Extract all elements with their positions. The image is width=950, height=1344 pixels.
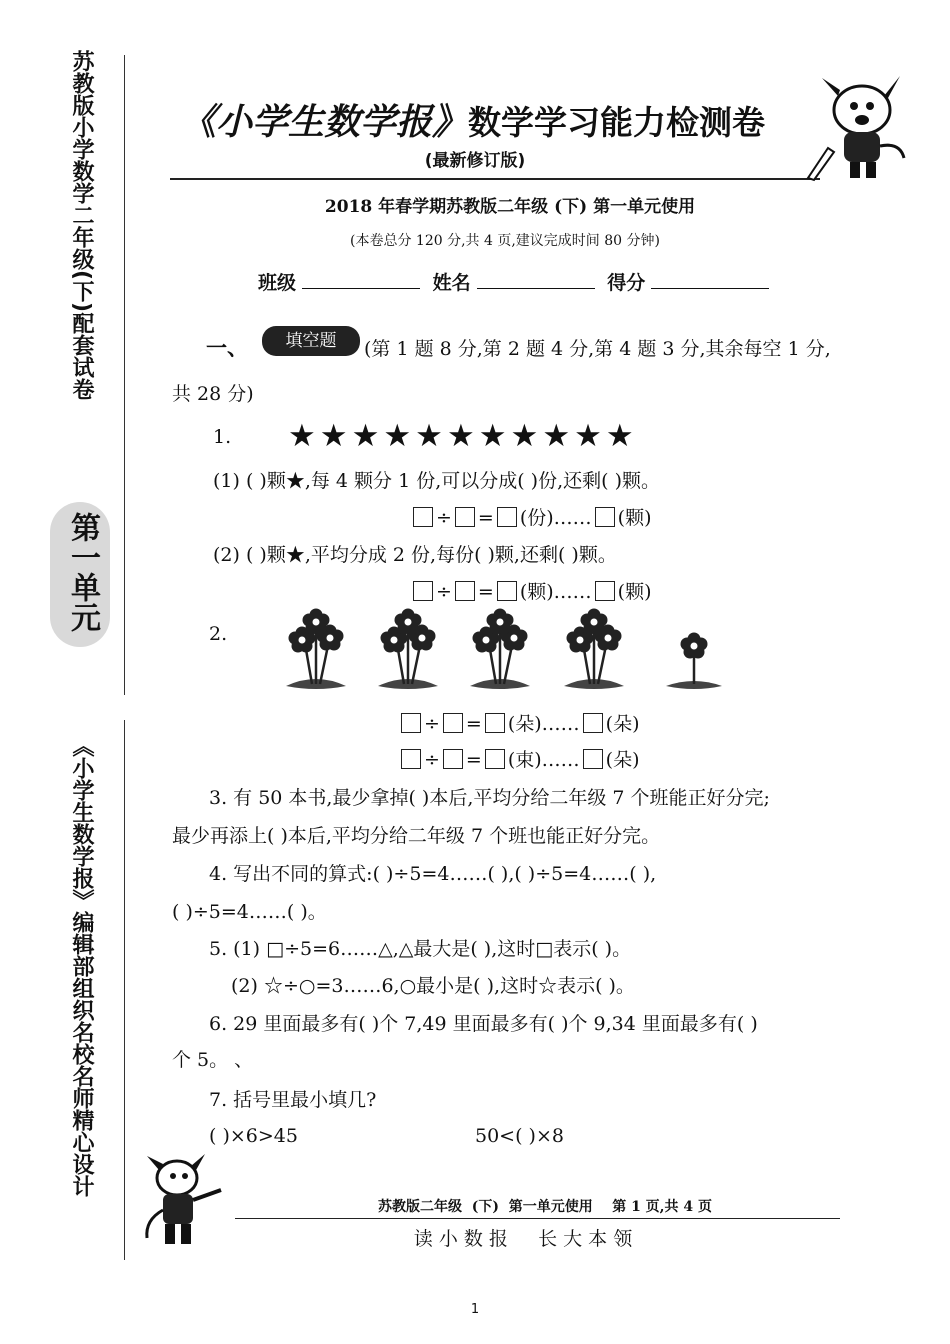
single-flower-icon: [666, 633, 722, 690]
class-field[interactable]: [302, 288, 420, 289]
q7-prompt: 7. 括号里最小填几?: [209, 1089, 377, 1111]
answer-box[interactable]: [413, 581, 433, 601]
equals-sign: =: [477, 507, 494, 529]
header-rule: [170, 178, 820, 180]
edition-label: (最新修订版): [424, 151, 526, 171]
side-editor-note: 《小学生数学报》编辑部组织名校名师精心设计: [69, 735, 94, 1197]
answer-box[interactable]: [595, 581, 615, 601]
answer-box[interactable]: [443, 713, 463, 733]
footer-rule: [235, 1218, 840, 1219]
divide-sign: ÷: [436, 507, 452, 529]
q2-equation-2: [398, 745, 640, 772]
answer-box[interactable]: [485, 713, 505, 733]
q5-line1: 5. (1) □÷5=6……△,△最大是( ),这时□表示( )。: [209, 938, 632, 960]
q6-line1: 6. 29 里面最多有( )个 7,49 里面最多有( )个 9,34 里面最多有( ): [209, 1013, 758, 1035]
class-label: 班级: [258, 272, 297, 294]
q5-line2: (2) ☆÷○=3……6,○最小是( ),这时☆表示( )。: [231, 975, 635, 997]
answer-box[interactable]: [443, 749, 463, 769]
flower-bunch-icon: [470, 609, 530, 690]
q7-item-a: ( )×6>45: [209, 1125, 298, 1147]
q1-number: 1.: [213, 426, 232, 448]
answer-box[interactable]: [595, 507, 615, 527]
unit-label: (朵): [605, 749, 640, 771]
q1-part2-equation: [410, 577, 652, 604]
unit-badge-label: 第一单元: [65, 512, 100, 632]
score-label: 得分: [607, 272, 646, 294]
answer-box[interactable]: [401, 749, 421, 769]
answer-box[interactable]: [497, 507, 517, 527]
answer-box[interactable]: [455, 581, 475, 601]
equals-sign: =: [465, 713, 482, 735]
answer-box[interactable]: [455, 507, 475, 527]
divide-sign: ÷: [424, 749, 440, 771]
q1-stars: ★★★★★★★★★★★: [288, 418, 638, 454]
exam-note: (本卷总分 120 分,共 4 页,建议完成时间 80 分钟): [350, 233, 660, 249]
side-divider-bottom: [124, 720, 125, 1260]
side-series-title: 苏教版小学数学二年级(下)配套试卷: [69, 50, 94, 401]
student-info-row: [258, 268, 775, 295]
footer-info: 苏教版二年级 (下) 第一单元使用 第 1 页,共 4 页: [377, 1199, 713, 1215]
name-field[interactable]: [477, 288, 595, 289]
exam-subtitle: 2018 年春学期苏教版二年级 (下) 第一单元使用: [324, 197, 696, 217]
unit-label: (颗): [617, 507, 652, 529]
q6-line2: 个 5。 、: [172, 1049, 254, 1071]
score-field[interactable]: [651, 288, 769, 289]
divide-sign: ÷: [424, 713, 440, 735]
q1-part2: (2) ( )颗★,平均分成 2 份,每份( )颗,还剩( )颗。: [213, 544, 617, 566]
q3-line2: 最少再添上( )本后,平均分给二年级 7 个班也能正好分完。: [172, 825, 661, 847]
answer-box[interactable]: [583, 713, 603, 733]
unit-label: (份)……: [519, 507, 592, 529]
q1-part1-equation: [410, 503, 652, 530]
answer-box[interactable]: [401, 713, 421, 733]
footer-slogan: 读 小 数 报 长 大 本 领: [413, 1228, 633, 1250]
mascot-dog-pencil-icon: [800, 68, 915, 183]
unit-label: (颗): [617, 581, 652, 603]
equals-sign: =: [477, 581, 494, 603]
unit-label: (束)……: [507, 749, 580, 771]
title-brand: 《小学生数学报》: [180, 101, 469, 143]
answer-box[interactable]: [485, 749, 505, 769]
flower-bunch-icon: [564, 609, 624, 690]
flower-bunch-icon: [378, 609, 438, 690]
equals-sign: =: [465, 749, 482, 771]
answer-box[interactable]: [497, 581, 517, 601]
q3-line1: 3. 有 50 本书,最少拿掉( )本后,平均分给二年级 7 个班能正好分完;: [209, 787, 770, 809]
q1-part1: (1) ( )颗★,每 4 颗分 1 份,可以分成( )份,还剩( )颗。: [213, 470, 661, 492]
answer-box[interactable]: [413, 507, 433, 527]
divide-sign: ÷: [436, 581, 452, 603]
flower-bunch-icon: [286, 609, 346, 690]
page-title: [180, 94, 765, 145]
section-description-cont: 共 28 分): [172, 383, 254, 405]
flower-bunches-image: [282, 606, 732, 696]
q4-line1: 4. 写出不同的算式:( )÷5=4……( ),( )÷5=4……( ),: [209, 863, 657, 885]
unit-label: (颗)……: [519, 581, 592, 603]
unit-label: (朵)……: [507, 713, 580, 735]
page-number: 1: [470, 1302, 480, 1317]
answer-box[interactable]: [583, 749, 603, 769]
name-label: 姓名: [432, 272, 471, 294]
title-rest: 数学学习能力检测卷: [468, 103, 766, 142]
q2-number: 2.: [209, 623, 228, 645]
unit-label: (朵): [605, 713, 640, 735]
section-description: (第 1 题 8 分,第 2 题 4 分,第 4 题 3 分,其余每空 1 分,: [364, 338, 831, 360]
q7-item-b: 50<( )×8: [475, 1125, 564, 1147]
q2-equation-1: [398, 709, 640, 736]
q4-line2: ( )÷5=4……( )。: [172, 901, 327, 923]
section-number: 一、: [206, 335, 248, 360]
section-badge: 填空题: [262, 326, 360, 356]
